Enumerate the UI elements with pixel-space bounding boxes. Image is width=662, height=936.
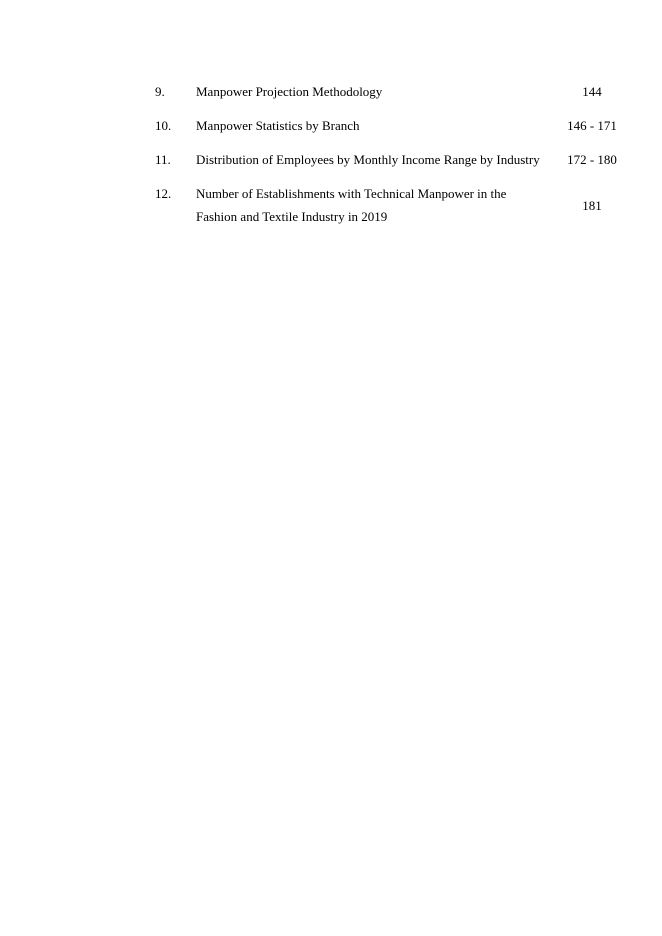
toc-entry-number: 11.	[155, 152, 171, 167]
toc-entry-title-line: Manpower Statistics by Branch	[196, 118, 360, 133]
toc-entry-title-line: Distribution of Employees by Monthly Income Range by Industry	[196, 152, 540, 167]
toc-entry-page: 146 - 171	[567, 118, 617, 133]
toc-entry-title	[196, 148, 556, 171]
toc-entry-page: 144	[582, 84, 602, 99]
toc-entry-page: 181	[582, 198, 602, 213]
toc-entry-title	[196, 80, 556, 103]
toc-entry-number: 12.	[155, 186, 172, 201]
toc-entry-title	[196, 114, 556, 137]
toc-entry-title	[196, 182, 556, 228]
toc-entry-number: 9.	[155, 84, 165, 99]
toc-entry-title-line: Manpower Projection Methodology	[196, 84, 383, 99]
toc-entry-page: 172 - 180	[567, 152, 617, 167]
toc-entry-title-line: Fashion and Textile Industry in 2019	[196, 209, 388, 224]
toc-entry-title-line: Number of Establishments with Technical Manpower in the	[196, 186, 507, 201]
toc-entry-number: 10.	[155, 118, 172, 133]
